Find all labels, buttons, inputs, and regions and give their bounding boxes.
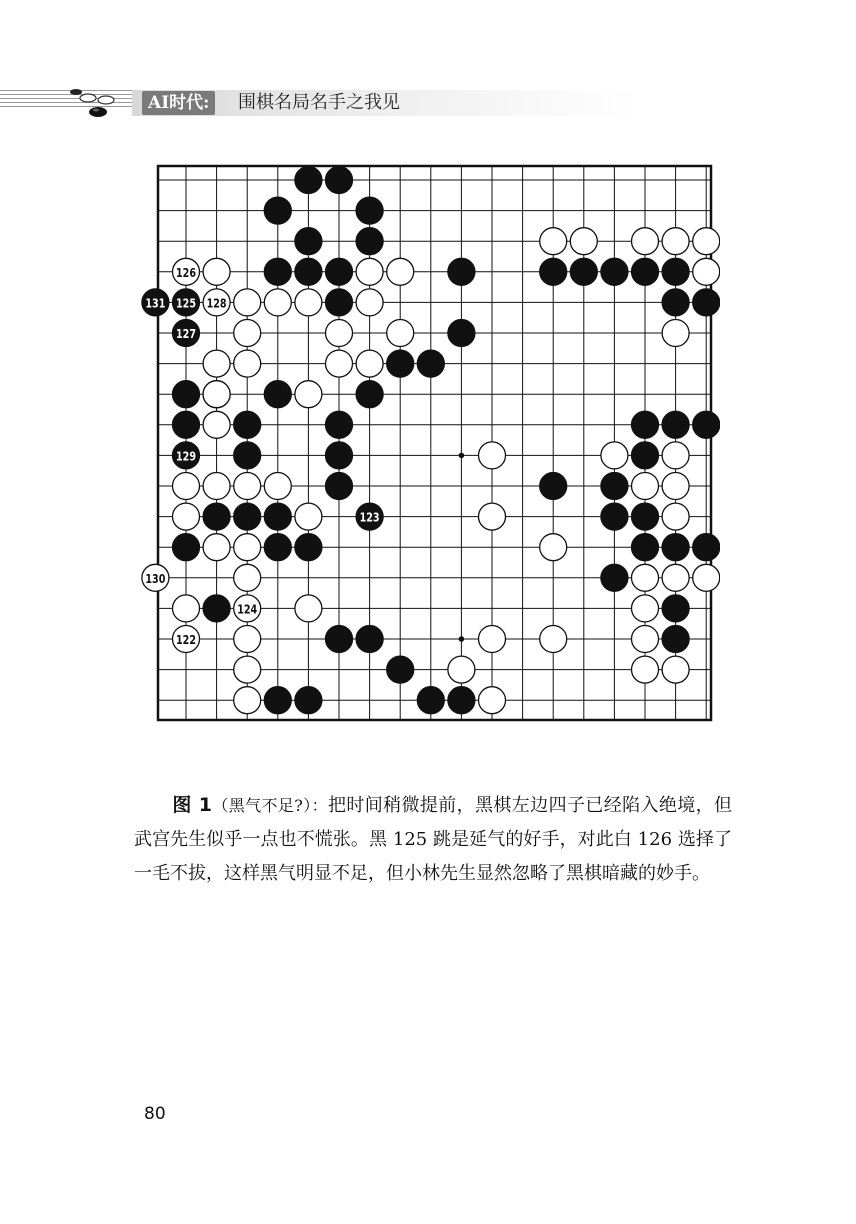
black-stone <box>326 626 353 653</box>
black-stone <box>601 564 628 591</box>
white-stone <box>203 534 230 561</box>
move-number-label: 124 <box>237 601 258 617</box>
white-stone <box>632 626 659 653</box>
black-stone <box>326 167 353 194</box>
black-stone <box>234 442 261 469</box>
figure-note: （黑气不足?）： <box>211 796 328 815</box>
black-stone <box>662 595 689 622</box>
white-stone <box>234 534 261 561</box>
white-stone <box>662 503 689 530</box>
black-stone <box>295 258 322 285</box>
black-stone <box>356 197 383 224</box>
white-stone <box>632 228 659 255</box>
black-stone <box>203 503 230 530</box>
black-stone <box>417 687 444 714</box>
move-number-label: 129 <box>176 448 197 464</box>
white-stone <box>693 564 720 591</box>
star-point <box>459 453 465 459</box>
white-stone <box>632 656 659 683</box>
white-stone <box>203 350 230 377</box>
go-stones-logo-icon <box>62 78 132 128</box>
white-stone <box>540 626 567 653</box>
white-stone <box>234 350 261 377</box>
white-stone <box>356 258 383 285</box>
white-stone <box>662 656 689 683</box>
black-stone <box>326 473 353 500</box>
white-stone <box>295 381 322 408</box>
black-stone <box>173 411 200 438</box>
white-stone <box>662 320 689 347</box>
black-stone <box>448 687 475 714</box>
black-stone <box>295 228 322 255</box>
move-number-label: 131 <box>145 295 166 311</box>
black-stone <box>693 289 720 316</box>
black-stone <box>448 320 475 347</box>
black-stone <box>356 228 383 255</box>
black-stone <box>662 626 689 653</box>
page-number: 80 <box>144 1104 166 1124</box>
white-stone <box>234 564 261 591</box>
black-stone <box>662 534 689 561</box>
black-stone <box>234 503 261 530</box>
white-stone <box>448 656 475 683</box>
black-stone <box>173 381 200 408</box>
black-stone <box>326 289 353 316</box>
black-stone <box>295 534 322 561</box>
white-stone <box>693 258 720 285</box>
white-stone <box>264 289 291 316</box>
black-stone <box>632 442 659 469</box>
white-stone <box>479 442 506 469</box>
white-stone <box>234 626 261 653</box>
black-stone <box>264 687 291 714</box>
white-stone <box>662 564 689 591</box>
black-stone <box>417 350 444 377</box>
white-stone <box>234 289 261 316</box>
white-stone <box>203 411 230 438</box>
black-stone <box>540 258 567 285</box>
white-stone <box>479 687 506 714</box>
star-point <box>459 636 465 642</box>
move-number-label: 127 <box>176 326 196 341</box>
black-stone <box>693 411 720 438</box>
book-title: AI时代: <box>142 91 215 115</box>
white-stone <box>234 473 261 500</box>
black-stone <box>387 350 414 377</box>
black-stone <box>662 289 689 316</box>
black-stone <box>693 534 720 561</box>
white-stone <box>387 258 414 285</box>
white-stone <box>479 503 506 530</box>
white-stone <box>632 595 659 622</box>
move-number-label: 125 <box>176 295 197 311</box>
black-stone <box>632 258 659 285</box>
white-stone <box>570 228 597 255</box>
white-stone <box>234 320 261 347</box>
figure-label: 图 1 <box>172 794 212 816</box>
black-stone <box>264 534 291 561</box>
black-stone <box>356 626 383 653</box>
black-stone <box>601 473 628 500</box>
black-stone <box>601 258 628 285</box>
white-stone <box>662 473 689 500</box>
white-stone <box>632 473 659 500</box>
black-stone <box>264 258 291 285</box>
white-stone <box>173 473 200 500</box>
black-stone <box>203 595 230 622</box>
black-stone <box>448 258 475 285</box>
white-stone <box>387 320 414 347</box>
white-stone <box>356 289 383 316</box>
move-number-label: 126 <box>176 264 197 280</box>
black-stone <box>387 656 414 683</box>
black-stone <box>570 258 597 285</box>
move-number-label: 122 <box>176 632 196 647</box>
figure-caption <box>134 788 732 891</box>
white-stone <box>234 656 261 683</box>
black-stone <box>295 167 322 194</box>
move-number-label: 128 <box>206 295 227 311</box>
black-stone <box>356 381 383 408</box>
white-stone <box>295 595 322 622</box>
white-stone <box>632 564 659 591</box>
black-stone <box>326 258 353 285</box>
white-stone <box>356 350 383 377</box>
black-stone <box>295 687 322 714</box>
white-stone <box>295 289 322 316</box>
white-stone <box>203 473 230 500</box>
white-stone <box>479 626 506 653</box>
white-stone <box>326 350 353 377</box>
caption-text: 把时间稍微提前，黑棋左边四子已经陷入绝境，但武宫先生似乎一点也不慌张。黑 125 跳是延气的好手，对此白 126 选择了一毛不拔，这样黑气明显不足，但小林先生显然忽略了黑棋暗藏的妙手。 <box>134 795 732 884</box>
white-stone <box>203 381 230 408</box>
black-stone <box>662 258 689 285</box>
white-stone <box>264 473 291 500</box>
white-stone <box>662 442 689 469</box>
black-stone <box>264 197 291 224</box>
black-stone <box>632 534 659 561</box>
move-number-label: 130 <box>145 570 166 586</box>
black-stone <box>632 411 659 438</box>
go-board <box>140 150 720 730</box>
black-stone <box>540 473 567 500</box>
black-stone <box>173 534 200 561</box>
white-stone <box>540 534 567 561</box>
black-stone <box>264 503 291 530</box>
black-stone <box>601 503 628 530</box>
go-board-figure <box>140 150 720 730</box>
black-stone <box>632 503 659 530</box>
chapter-title: 围棋名局名手之我见 <box>238 92 400 113</box>
black-stone <box>234 411 261 438</box>
white-stone <box>662 228 689 255</box>
white-stone <box>693 228 720 255</box>
white-stone <box>203 258 230 285</box>
white-stone <box>601 442 628 469</box>
white-stone <box>540 228 567 255</box>
running-header <box>0 78 856 128</box>
move-number-label: 123 <box>359 509 380 525</box>
white-stone <box>234 687 261 714</box>
white-stone <box>173 503 200 530</box>
black-stone <box>264 381 291 408</box>
black-stone <box>326 411 353 438</box>
black-stone <box>326 442 353 469</box>
black-stone <box>662 411 689 438</box>
white-stone <box>295 503 322 530</box>
white-stone <box>173 595 200 622</box>
white-stone <box>326 320 353 347</box>
